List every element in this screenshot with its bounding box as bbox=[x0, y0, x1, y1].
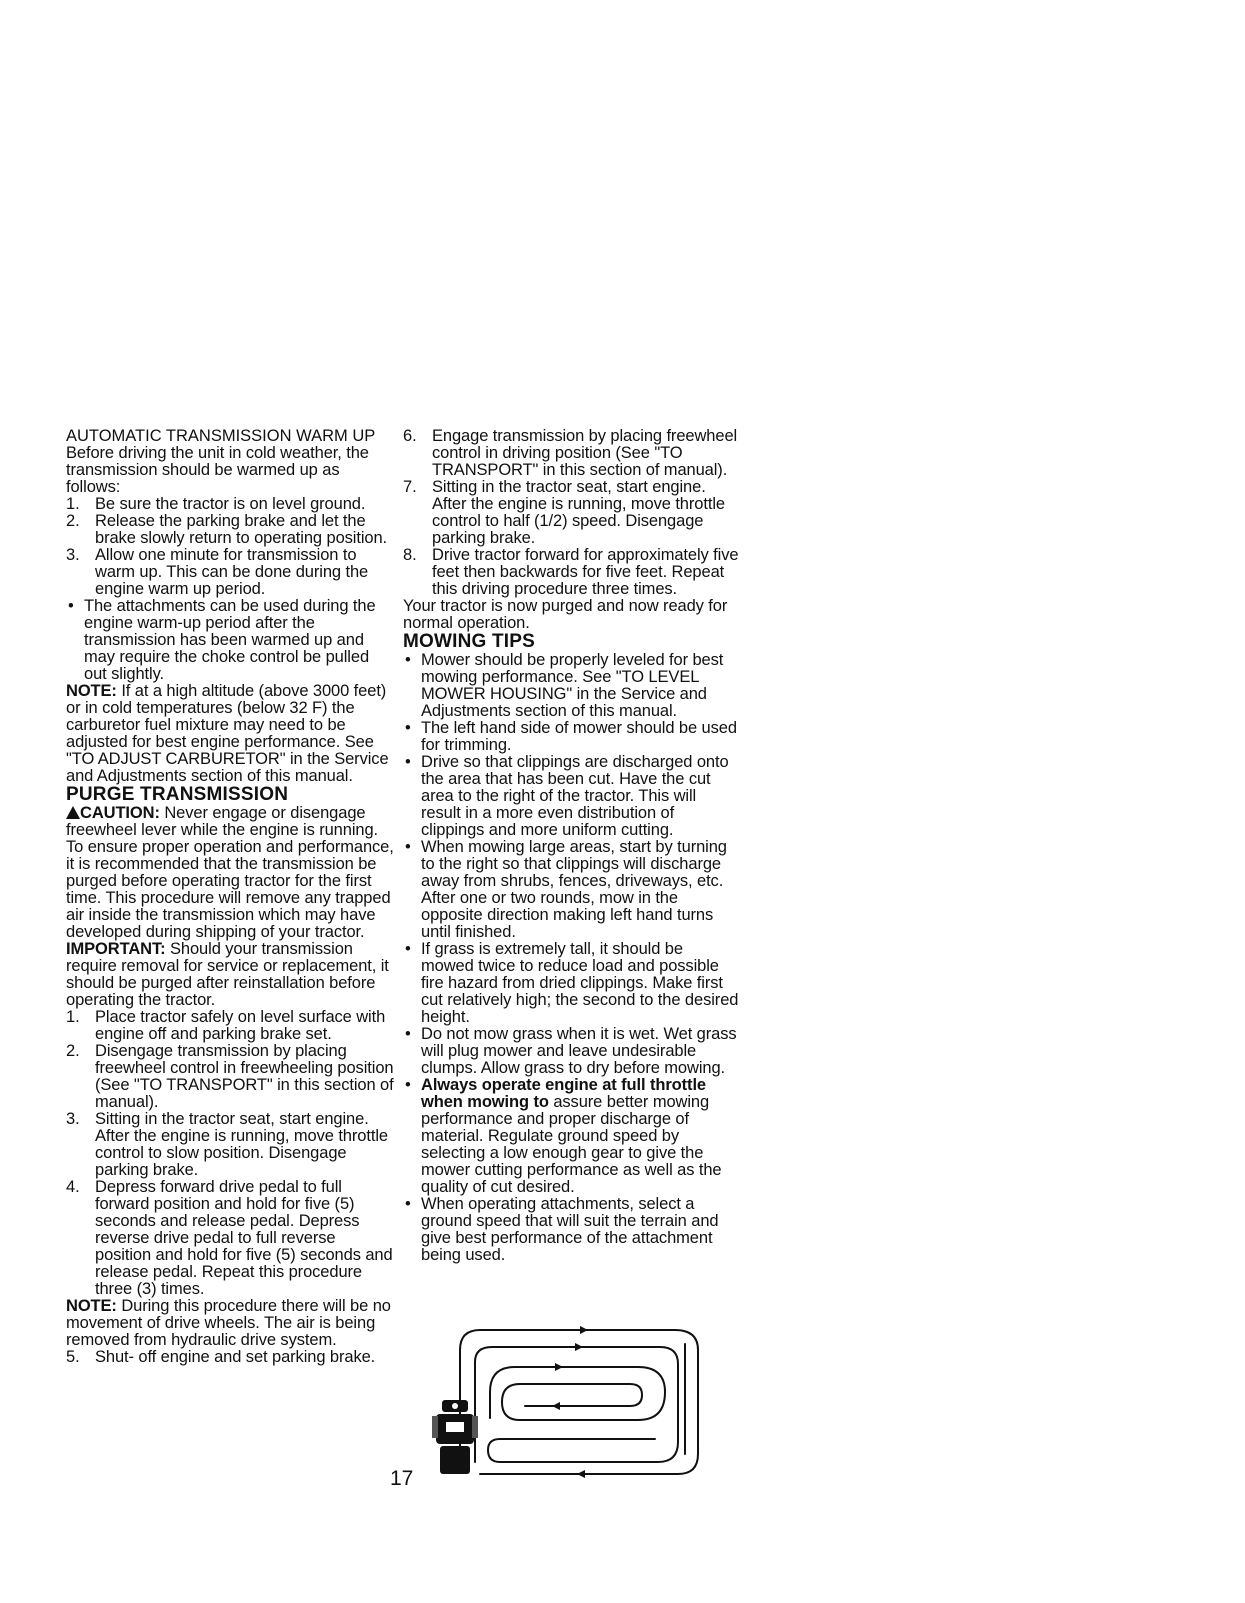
purge-step-8: 8. Drive tractor forward for approximately five feet then backwards for five feet. Repeat this driving procedure three times. bbox=[403, 546, 739, 598]
bullet-icon: • bbox=[405, 838, 411, 856]
purge-step-1: 1. Place tractor safely on level surface with engine off and parking brake set. bbox=[66, 1008, 386, 1043]
warmup-step-3: 3. Allow one minute for transmission to warm up. This can be done during the engine warm up period. bbox=[66, 546, 369, 598]
tip-large-areas: • When mowing large areas, start by turning to the right so that clippings will discharge away from shrubs, fences, driveways, etc. After one or two rounds, mow in the opposite direction making left hand turns until finished. bbox=[405, 838, 727, 941]
bullet-icon: • bbox=[68, 597, 74, 615]
tractor-icon bbox=[432, 1400, 478, 1474]
purge-step-5: 5. Shut- off engine and set parking brake. bbox=[66, 1348, 376, 1366]
purge-step-7: 7. Sitting in the tractor seat, start engine. After the engine is running, move throttle control to half (1/2) speed. Disengage parking brake. bbox=[403, 478, 725, 547]
tip-leveling: • Mower should be properly leveled for best mowing performance. See "TO LEVEL MOWER HOUSING" in the Service and Adjustments section of this manual. bbox=[405, 651, 724, 720]
arrow-icon bbox=[580, 1326, 588, 1334]
mowing-path-inner bbox=[475, 1347, 678, 1462]
purge-step-2: 2. Disengage transmission by placing freewheel control in freewheeling position (See "TO TRANSPORT" in this section of manual). bbox=[66, 1042, 394, 1111]
bullet-icon: • bbox=[405, 651, 411, 669]
mowing-path-core bbox=[490, 1367, 665, 1420]
warmup-step-2: 2. Release the parking brake and let the brake slowly return to operating position. bbox=[66, 512, 388, 547]
bullet-icon: • bbox=[405, 1195, 411, 1213]
purge-intro: To ensure proper operation and performance, it is recommended that the transmission be purged before operating tractor for the first time. This procedure will remove any trapped air inside the transmission which may have developed during shipping of your tractor. bbox=[66, 838, 394, 941]
arrow-icon bbox=[552, 1402, 560, 1410]
bullet-icon: • bbox=[405, 753, 411, 771]
bullet-icon: • bbox=[405, 1076, 411, 1094]
bullet-icon: • bbox=[405, 719, 411, 737]
left-column bbox=[66, 428, 394, 1366]
tip-discharge: • Drive so that clippings are discharged onto the area that has been cut. Have the cut area to the right of the tractor. This will result in a more even distribution of clippings and more uniform cutting. bbox=[405, 753, 729, 839]
mowing-pattern-diagram bbox=[420, 1322, 710, 1482]
tip-attachments: • When operating attachments, select a ground speed that will suit the terrain and give best performance of the attachment being used. bbox=[405, 1195, 719, 1264]
purge-step-3: 3. Sitting in the tractor seat, start engine. After the engine is running, move throttle control to slow position. Disengage parking brake. bbox=[66, 1110, 388, 1179]
note-drive-wheels: NOTE: During this procedure there will be no movement of drive wheels. The air is being removed from hydraulic drive system. bbox=[66, 1297, 391, 1349]
mowing-heading: MOWING TIPS bbox=[403, 631, 536, 652]
bullet-icon: • bbox=[405, 940, 411, 958]
bullet-icon: • bbox=[405, 1025, 411, 1043]
warning-triangle-icon bbox=[66, 806, 80, 819]
warmup-title: AUTOMATIC TRANSMISSION WARM UP bbox=[66, 427, 376, 445]
right-column bbox=[403, 428, 739, 1264]
arrow-icon bbox=[555, 1363, 563, 1371]
arrow-icon bbox=[577, 1470, 585, 1478]
caution-notice: CAUTION: Never engage or disengage freewheel lever while the engine is running. bbox=[66, 804, 379, 839]
tip-tall-grass: • If grass is extremely tall, it should be mowed twice to reduce load and possible fire hazard from dried clippings. Make first cut relatively high; the second to the desired height. bbox=[405, 940, 739, 1026]
warmup-bullet: • The attachments can be used during the engine warm-up period after the transmission has been warmed up and may require the choke control be pulled out slightly. bbox=[68, 597, 376, 683]
purge-step-6: 6. Engage transmission by placing freewheel control in driving position (See "TO TRANSPORT" in this section of manual). bbox=[403, 427, 738, 479]
mowing-path-outer bbox=[460, 1330, 698, 1474]
warmup-intro: Before driving the unit in cold weather, the transmission should be warmed up as follows: bbox=[66, 444, 369, 496]
tip-wet-grass: • Do not mow grass when it is wet. Wet grass will plug mower and leave undesirable clumps. Allow grass to dry before mowing. bbox=[405, 1025, 737, 1077]
important-notice: IMPORTANT: Should your transmission require removal for service or replacement, it should be purged after reinstallation before operating the tractor. bbox=[66, 940, 389, 1009]
purge-step-4: 4. Depress forward drive pedal to full forward position and hold for five (5) seconds and release pedal. Depress reverse drive pedal to full reverse position and hold for five (5) seconds and release pedal. Repeat this procedure three (3) times. bbox=[66, 1178, 393, 1298]
tip-full-throttle: • Always operate engine at full throttle when mowing to assure better mowing performance and proper discharge of material. Regulate ground speed by selecting a low enough gear to give the mower cutting performance as well as the quality of cut desired. bbox=[405, 1076, 722, 1196]
warmup-step-1: 1. Be sure the tractor is on level ground. bbox=[66, 495, 366, 513]
arrow-icon bbox=[575, 1343, 583, 1351]
tip-trimming: • The left hand side of mower should be used for trimming. bbox=[405, 719, 737, 754]
page-number: 17 bbox=[390, 1467, 414, 1490]
purged-text: Your tractor is now purged and now ready for normal operation. bbox=[403, 597, 728, 632]
note-altitude: NOTE: If at a high altitude (above 3000 feet) or in cold temperatures (below 32 F) the carburetor fuel mixture may need to be adjusted for best engine performance. See "TO ADJUST CARBURETOR" in the Service and Adjustments section of this manual. bbox=[66, 682, 389, 785]
purge-heading: PURGE TRANSMISSION bbox=[66, 784, 289, 805]
